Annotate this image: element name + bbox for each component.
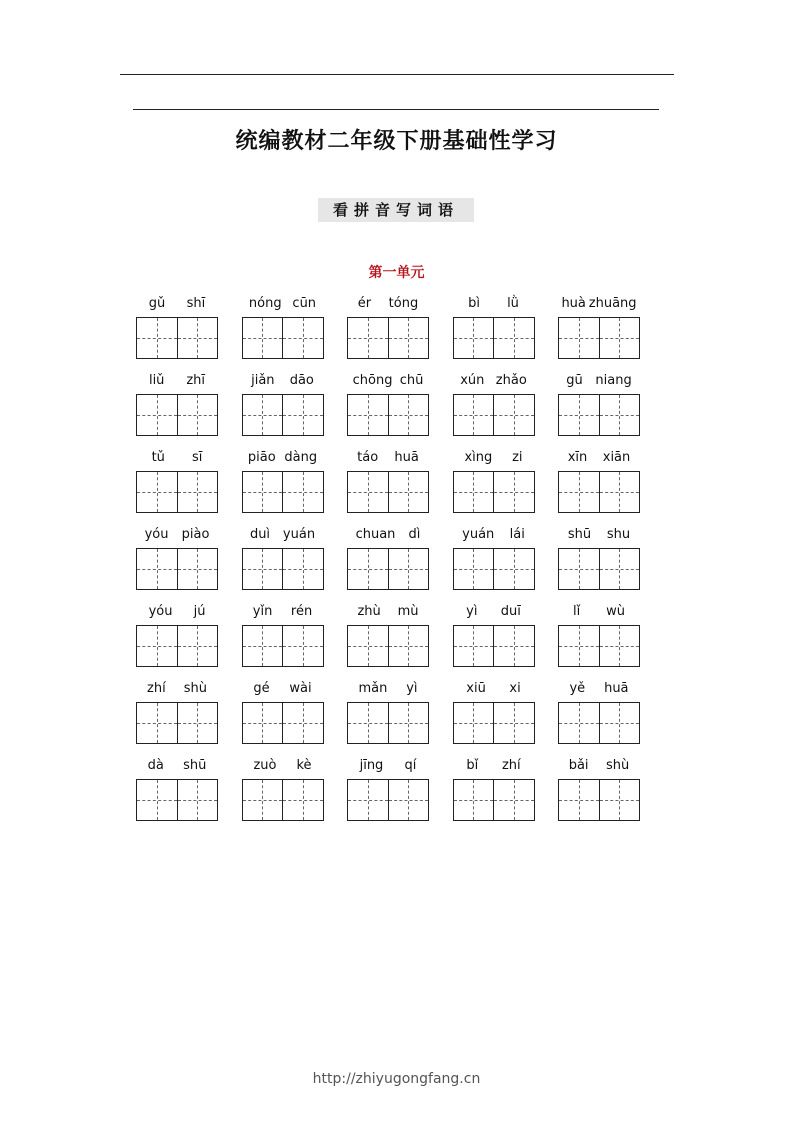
pinyin-syllable: sī xyxy=(192,450,203,465)
word-cell xyxy=(347,600,429,677)
pinyin-syllable: gǔ xyxy=(148,296,166,311)
pinyin-syllable: yě xyxy=(569,681,586,696)
tianzige-box[interactable] xyxy=(388,318,429,358)
pinyin-word-grid xyxy=(136,292,656,831)
pinyin-syllable: piào xyxy=(181,527,210,542)
pinyin-syllable: zhī xyxy=(186,373,206,388)
pinyin-label xyxy=(558,292,640,316)
tianzige-box[interactable] xyxy=(454,703,494,743)
tianzige-box[interactable] xyxy=(177,395,218,435)
pinyin-syllable: xún xyxy=(460,373,485,388)
tianzige-box[interactable] xyxy=(243,395,283,435)
pinyin-label xyxy=(242,600,324,624)
word-cell xyxy=(453,754,535,831)
pinyin-syllable: yǐn xyxy=(252,604,273,619)
writing-grid xyxy=(242,317,324,359)
pinyin-syllable: gé xyxy=(253,681,270,696)
word-cell xyxy=(558,446,640,523)
word-cell xyxy=(558,292,640,369)
pinyin-label xyxy=(242,446,324,470)
tianzige-box[interactable] xyxy=(243,626,283,666)
tianzige-box[interactable] xyxy=(137,395,177,435)
pinyin-syllable: shù xyxy=(606,758,630,773)
writing-grid xyxy=(242,548,324,590)
pinyin-label xyxy=(453,754,535,778)
pinyin-syllable: lǐ xyxy=(572,604,581,619)
tianzige-box[interactable] xyxy=(599,626,640,666)
tianzige-box[interactable] xyxy=(282,395,323,435)
pinyin-syllable: dì xyxy=(408,527,421,542)
pinyin-syllable: dà xyxy=(147,758,164,773)
tianzige-box[interactable] xyxy=(282,703,323,743)
word-cell xyxy=(558,523,640,600)
pinyin-syllable: shū xyxy=(567,527,592,542)
word-cell xyxy=(136,523,218,600)
writing-grid xyxy=(136,548,218,590)
pinyin-syllable: xiān xyxy=(602,450,631,465)
pinyin-syllable: yuán xyxy=(462,527,495,542)
pinyin-syllable: wù xyxy=(606,604,626,619)
word-cell xyxy=(453,677,535,754)
tianzige-box[interactable] xyxy=(243,472,283,512)
word-cell xyxy=(347,292,429,369)
tianzige-box[interactable] xyxy=(599,703,640,743)
tianzige-box[interactable] xyxy=(177,318,218,358)
pinyin-syllable: huà xyxy=(561,296,586,311)
pinyin-syllable: jiǎn xyxy=(251,373,275,388)
writing-grid xyxy=(347,394,429,436)
word-cell xyxy=(242,600,324,677)
tianzige-box[interactable] xyxy=(282,472,323,512)
header-rule-bottom xyxy=(133,109,659,110)
tianzige-box[interactable] xyxy=(599,472,640,512)
pinyin-syllable: rén xyxy=(290,604,313,619)
tianzige-box[interactable] xyxy=(388,395,429,435)
word-cell xyxy=(136,754,218,831)
word-cell xyxy=(136,369,218,446)
pinyin-syllable: kè xyxy=(296,758,312,773)
tianzige-box[interactable] xyxy=(493,626,534,666)
word-cell xyxy=(453,446,535,523)
writing-grid xyxy=(558,625,640,667)
writing-grid xyxy=(136,625,218,667)
pinyin-label xyxy=(347,523,429,547)
tianzige-box[interactable] xyxy=(348,472,388,512)
writing-grid xyxy=(453,394,535,436)
pinyin-label xyxy=(453,446,535,470)
tianzige-box[interactable] xyxy=(177,549,218,589)
pinyin-label xyxy=(136,600,218,624)
pinyin-syllable: chōng xyxy=(352,373,393,388)
writing-grid xyxy=(453,548,535,590)
writing-grid xyxy=(136,471,218,513)
pinyin-label xyxy=(453,292,535,316)
word-cell xyxy=(242,677,324,754)
pinyin-syllable: wài xyxy=(289,681,312,696)
pinyin-syllable: jú xyxy=(193,604,206,619)
tianzige-box[interactable] xyxy=(493,472,534,512)
word-cell xyxy=(347,523,429,600)
word-cell xyxy=(242,292,324,369)
tianzige-box[interactable] xyxy=(559,472,599,512)
tianzige-box[interactable] xyxy=(348,626,388,666)
tianzige-box[interactable] xyxy=(348,318,388,358)
pinyin-syllable: yì xyxy=(406,681,418,696)
writing-grid xyxy=(347,548,429,590)
pinyin-syllable: huā xyxy=(394,450,419,465)
pinyin-label xyxy=(242,754,324,778)
pinyin-label xyxy=(136,446,218,470)
pinyin-label xyxy=(347,754,429,778)
pinyin-syllable: zi xyxy=(512,450,523,465)
pinyin-label xyxy=(347,446,429,470)
pinyin-label xyxy=(242,523,324,547)
header-rule-top xyxy=(120,74,674,75)
pinyin-label xyxy=(136,754,218,778)
tianzige-box[interactable] xyxy=(493,780,534,820)
pinyin-syllable: duī xyxy=(500,604,521,619)
pinyin-syllable: cūn xyxy=(292,296,317,311)
pinyin-syllable: táo xyxy=(357,450,379,465)
writing-grid xyxy=(347,625,429,667)
tianzige-box[interactable] xyxy=(493,549,534,589)
pinyin-syllable: lái xyxy=(509,527,525,542)
pinyin-label xyxy=(347,677,429,701)
tianzige-box[interactable] xyxy=(177,780,218,820)
tianzige-box[interactable] xyxy=(243,549,283,589)
pinyin-syllable: shù xyxy=(183,681,207,696)
writing-grid xyxy=(558,317,640,359)
writing-grid xyxy=(242,779,324,821)
tianzige-box[interactable] xyxy=(454,318,494,358)
writing-grid xyxy=(558,702,640,744)
footer-url[interactable]: http://zhiyugongfang.cn xyxy=(312,1071,481,1087)
pinyin-label xyxy=(558,523,640,547)
pinyin-label xyxy=(453,677,535,701)
word-cell xyxy=(347,446,429,523)
pinyin-label xyxy=(558,446,640,470)
pinyin-label xyxy=(558,600,640,624)
tianzige-box[interactable] xyxy=(388,626,429,666)
tianzige-box[interactable] xyxy=(137,626,177,666)
writing-grid xyxy=(347,317,429,359)
tianzige-box[interactable] xyxy=(388,780,429,820)
section-title: 看拼音写词语 xyxy=(318,198,474,222)
pinyin-label xyxy=(347,600,429,624)
pinyin-syllable: duì xyxy=(249,527,271,542)
word-cell xyxy=(242,446,324,523)
pinyin-syllable: niang xyxy=(595,373,632,388)
document-title: 统编教材二年级下册基础性学习 xyxy=(235,128,558,154)
tianzige-box[interactable] xyxy=(177,703,218,743)
writing-grid xyxy=(242,394,324,436)
word-cell xyxy=(453,369,535,446)
pinyin-label xyxy=(136,292,218,316)
tianzige-box[interactable] xyxy=(454,549,494,589)
pinyin-syllable: piāo xyxy=(247,450,276,465)
pinyin-label xyxy=(558,677,640,701)
pinyin-label xyxy=(453,523,535,547)
tianzige-box[interactable] xyxy=(282,549,323,589)
tianzige-box[interactable] xyxy=(599,395,640,435)
tianzige-box[interactable] xyxy=(348,395,388,435)
pinyin-syllable: qí xyxy=(404,758,417,773)
tianzige-box[interactable] xyxy=(388,472,429,512)
word-cell xyxy=(242,523,324,600)
pinyin-label xyxy=(242,292,324,316)
pinyin-syllable: liǔ xyxy=(148,373,165,388)
tianzige-box[interactable] xyxy=(559,703,599,743)
pinyin-syllable: zhǎo xyxy=(495,373,527,388)
tianzige-box[interactable] xyxy=(559,395,599,435)
pinyin-syllable: huā xyxy=(604,681,629,696)
tianzige-box[interactable] xyxy=(493,395,534,435)
tianzige-box[interactable] xyxy=(599,780,640,820)
pinyin-syllable: zhù xyxy=(357,604,381,619)
pinyin-syllable: tóng xyxy=(388,296,419,311)
word-cell xyxy=(347,754,429,831)
pinyin-syllable: chū xyxy=(399,373,424,388)
writing-grid xyxy=(558,394,640,436)
pinyin-syllable: bì xyxy=(468,296,480,311)
tianzige-box[interactable] xyxy=(137,472,177,512)
tianzige-box[interactable] xyxy=(243,703,283,743)
tianzige-box[interactable] xyxy=(348,703,388,743)
tianzige-box[interactable] xyxy=(559,318,599,358)
tianzige-box[interactable] xyxy=(282,780,323,820)
pinyin-syllable: shū xyxy=(183,758,207,773)
word-cell xyxy=(453,292,535,369)
word-cell xyxy=(558,369,640,446)
pinyin-label xyxy=(558,754,640,778)
word-cell xyxy=(558,600,640,677)
tianzige-box[interactable] xyxy=(137,549,177,589)
tianzige-box[interactable] xyxy=(599,549,640,589)
writing-grid xyxy=(453,702,535,744)
pinyin-syllable: yóu xyxy=(144,527,169,542)
writing-grid xyxy=(453,471,535,513)
pinyin-syllable: yì xyxy=(466,604,478,619)
word-cell xyxy=(453,523,535,600)
pinyin-syllable: xìng xyxy=(464,450,493,465)
pinyin-label xyxy=(242,677,324,701)
writing-grid xyxy=(136,779,218,821)
writing-grid xyxy=(136,702,218,744)
writing-grid xyxy=(242,702,324,744)
tianzige-box[interactable] xyxy=(388,703,429,743)
pinyin-syllable: gū xyxy=(566,373,583,388)
writing-grid xyxy=(347,471,429,513)
writing-grid xyxy=(347,779,429,821)
pinyin-label xyxy=(136,677,218,701)
tianzige-box[interactable] xyxy=(454,780,494,820)
tianzige-box[interactable] xyxy=(454,472,494,512)
writing-grid xyxy=(136,394,218,436)
pinyin-label xyxy=(136,369,218,393)
word-cell xyxy=(136,446,218,523)
tianzige-box[interactable] xyxy=(493,703,534,743)
unit-title: 第一单元 xyxy=(368,265,425,281)
pinyin-label xyxy=(136,523,218,547)
word-cell xyxy=(558,677,640,754)
word-cell xyxy=(242,754,324,831)
pinyin-syllable: yuán xyxy=(282,527,316,542)
tianzige-box[interactable] xyxy=(282,626,323,666)
pinyin-syllable: dāo xyxy=(289,373,314,388)
pinyin-syllable: jīng xyxy=(359,758,384,773)
word-cell xyxy=(136,677,218,754)
tianzige-box[interactable] xyxy=(243,318,283,358)
pinyin-label xyxy=(453,369,535,393)
word-cell xyxy=(347,677,429,754)
pinyin-syllable: bǎi xyxy=(568,758,589,773)
word-cell xyxy=(242,369,324,446)
pinyin-label xyxy=(453,600,535,624)
pinyin-syllable: mǎn xyxy=(358,681,388,696)
pinyin-syllable: bǐ xyxy=(466,758,479,773)
pinyin-syllable: mù xyxy=(397,604,419,619)
tianzige-box[interactable] xyxy=(559,780,599,820)
tianzige-box[interactable] xyxy=(282,318,323,358)
pinyin-syllable: shī xyxy=(186,296,206,311)
pinyin-syllable: zhí xyxy=(147,681,166,696)
writing-grid xyxy=(347,702,429,744)
pinyin-syllable: xiū xyxy=(466,681,486,696)
writing-grid xyxy=(242,625,324,667)
tianzige-box[interactable] xyxy=(137,318,177,358)
pinyin-syllable: shu xyxy=(606,527,631,542)
tianzige-box[interactable] xyxy=(559,626,599,666)
word-cell xyxy=(558,754,640,831)
tianzige-box[interactable] xyxy=(454,626,494,666)
word-cell xyxy=(453,600,535,677)
pinyin-syllable: nóng xyxy=(248,296,282,311)
word-cell xyxy=(136,600,218,677)
tianzige-box[interactable] xyxy=(177,626,218,666)
pinyin-syllable: tǔ xyxy=(151,450,165,465)
writing-grid xyxy=(558,779,640,821)
writing-grid xyxy=(453,317,535,359)
tianzige-box[interactable] xyxy=(388,549,429,589)
pinyin-syllable: lǜ xyxy=(507,296,519,311)
tianzige-box[interactable] xyxy=(348,780,388,820)
word-cell xyxy=(136,292,218,369)
pinyin-syllable: zuò xyxy=(253,758,277,773)
tianzige-box[interactable] xyxy=(177,472,218,512)
tianzige-box[interactable] xyxy=(137,703,177,743)
tianzige-box[interactable] xyxy=(454,395,494,435)
pinyin-label xyxy=(347,369,429,393)
writing-grid xyxy=(136,317,218,359)
writing-grid xyxy=(558,548,640,590)
writing-grid xyxy=(453,779,535,821)
tianzige-box[interactable] xyxy=(599,318,640,358)
tianzige-box[interactable] xyxy=(493,318,534,358)
pinyin-syllable: chuan xyxy=(355,527,396,542)
pinyin-label xyxy=(242,369,324,393)
pinyin-syllable: zhuāng xyxy=(588,296,637,311)
writing-grid xyxy=(558,471,640,513)
pinyin-label xyxy=(347,292,429,316)
pinyin-syllable: dàng xyxy=(284,450,318,465)
pinyin-syllable: zhí xyxy=(501,758,521,773)
pinyin-syllable: xīn xyxy=(567,450,588,465)
tianzige-box[interactable] xyxy=(348,549,388,589)
word-cell xyxy=(347,369,429,446)
pinyin-syllable: ér xyxy=(357,296,372,311)
tianzige-box[interactable] xyxy=(137,780,177,820)
pinyin-label xyxy=(558,369,640,393)
tianzige-box[interactable] xyxy=(243,780,283,820)
tianzige-box[interactable] xyxy=(559,549,599,589)
pinyin-syllable: yóu xyxy=(148,604,173,619)
writing-grid xyxy=(242,471,324,513)
pinyin-syllable: xi xyxy=(509,681,521,696)
writing-grid xyxy=(453,625,535,667)
